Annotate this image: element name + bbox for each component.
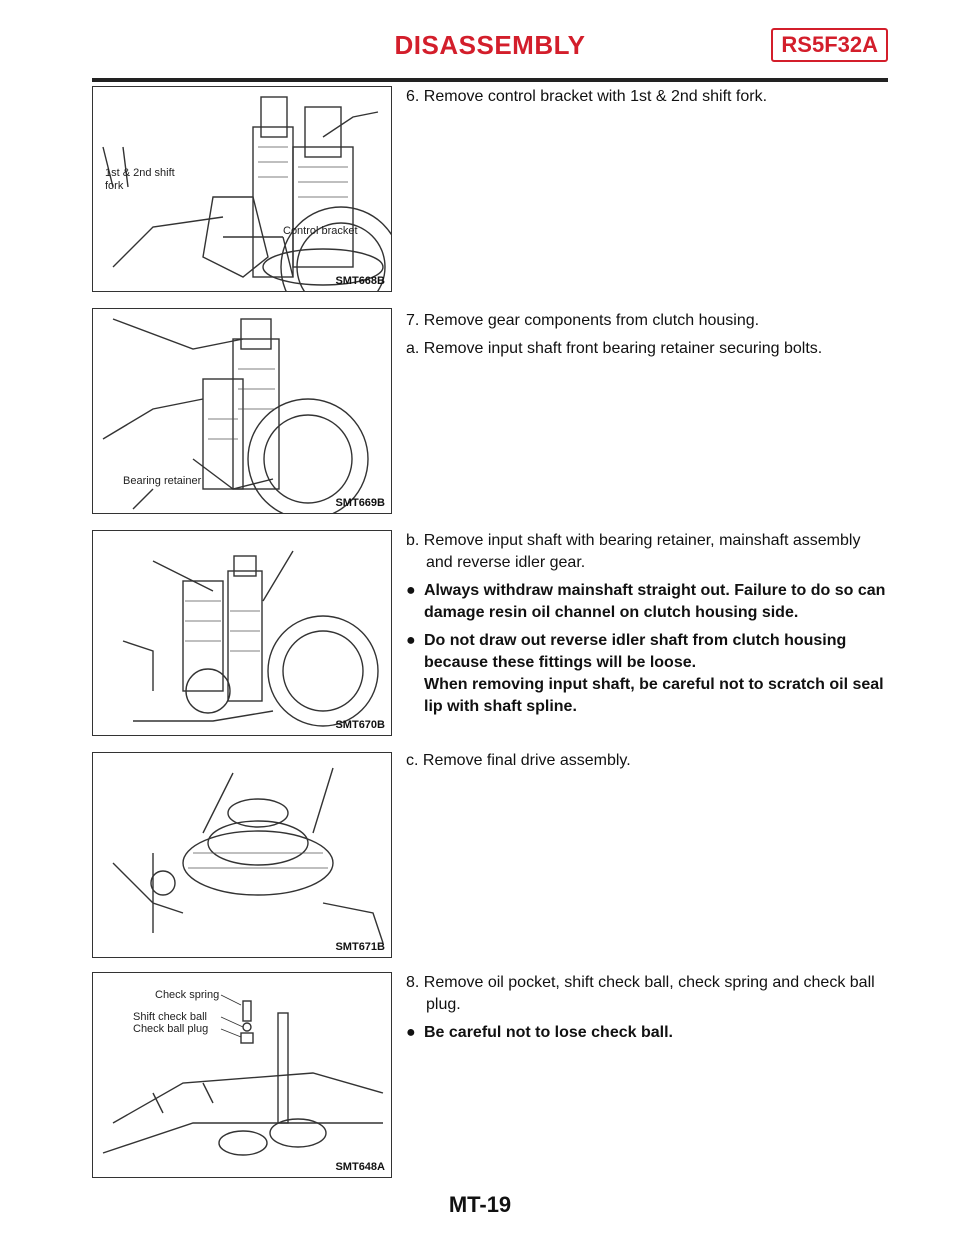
label-control-bracket: Control bracket — [283, 225, 358, 237]
page-number: MT-19 — [448, 1192, 512, 1217]
bullet-text-line1: Do not draw out reverse idler shaft from clutch housing because these fittings will be loose. — [424, 632, 847, 671]
figure-smt670b — [92, 530, 392, 736]
model-badge: RS5F32A — [771, 28, 888, 62]
step-7b-text: b. Remove input shaft with bearing retainer, mainshaft assembly and reverse idler gear. — [406, 532, 861, 571]
step-7 — [406, 310, 888, 366]
figure-code: SMT648A — [335, 1161, 385, 1173]
bullet-text-line2: When removing input shaft, be careful not to scratch oil seal lip with shaft spline. — [424, 676, 884, 715]
label-check-ball-plug: Check ball plug — [133, 1023, 209, 1035]
figure-code: SMT669B — [335, 497, 385, 509]
figure-smt671b — [92, 752, 392, 958]
illustration-control-bracket — [93, 87, 391, 291]
step-6 — [406, 86, 888, 114]
step-6-text: 6. Remove control bracket with 1st & 2nd shift fork. — [406, 88, 768, 105]
step-8-bullet-1 — [406, 1022, 888, 1044]
step-7b-bullet-2 — [406, 630, 888, 718]
figure-code: SMT668B — [335, 275, 385, 287]
step-7c — [406, 750, 888, 778]
step-7-text: 7. Remove gear components from clutch housing. — [406, 312, 760, 329]
bullet-dot: ● — [406, 582, 416, 599]
step-7b-bullet-1 — [406, 580, 888, 624]
bullet-text: Always withdraw mainshaft straight out. Failure to do so can damage resin oil channel on clutch housing side. — [424, 582, 886, 621]
illustration-mainshaft-removal — [93, 531, 391, 735]
label-check-spring: Check spring — [155, 989, 220, 1001]
label-shift-check-ball: Shift check ball — [133, 1011, 207, 1023]
header-rule — [92, 78, 888, 82]
label-shift-fork-line2: fork — [105, 180, 124, 192]
section-title: DISASSEMBLY — [394, 30, 586, 60]
step-7a-text: a. Remove input shaft front bearing retainer securing bolts. — [406, 340, 823, 357]
figure-code: SMT671B — [335, 941, 385, 953]
page-header — [92, 22, 888, 80]
step-8-text: 8. Remove oil pocket, shift check ball, check spring and check ball plug. — [406, 974, 875, 1013]
figure-code: SMT670B — [335, 719, 385, 731]
label-shift-fork-line1: 1st & 2nd shift — [105, 167, 175, 179]
step-7b — [406, 530, 888, 724]
bullet-dot: ● — [406, 632, 416, 649]
figure-smt668b — [92, 86, 392, 292]
illustration-check-ball — [93, 973, 391, 1177]
bullet-dot: ● — [406, 1024, 416, 1041]
figure-smt669b — [92, 308, 392, 514]
step-7c-text: c. Remove final drive assembly. — [406, 752, 631, 769]
label-bearing-retainer: Bearing retainer — [123, 475, 202, 487]
figure-smt648a — [92, 972, 392, 1178]
step-8 — [406, 972, 888, 1050]
illustration-final-drive — [93, 753, 391, 957]
bullet-text: Be careful not to lose check ball. — [424, 1024, 673, 1041]
